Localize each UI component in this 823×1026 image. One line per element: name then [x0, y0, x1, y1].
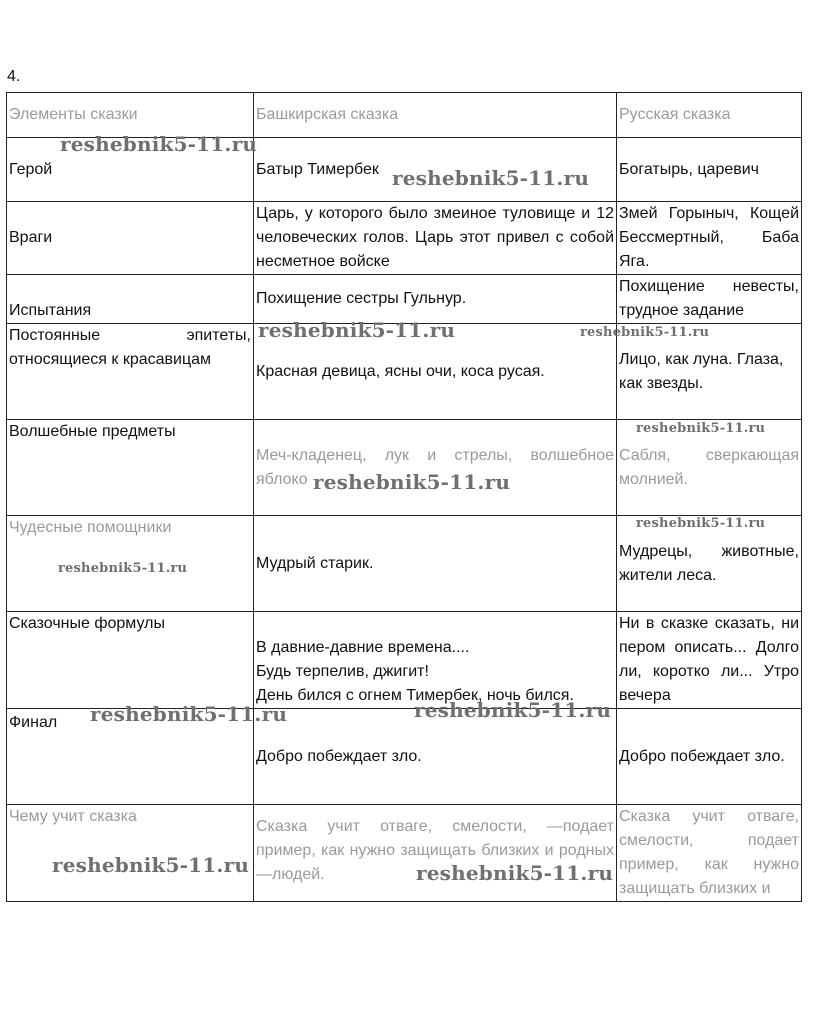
- cell-bashkir: Царь, у которого было змеиное туловище и 12 человеческих голов. Царь этот привел с собой несметное войске: [254, 202, 617, 275]
- table-header-row: [7, 93, 802, 138]
- cell-russian: Сабля, сверкающая молнией.: [617, 420, 802, 516]
- table-row-enemies: [7, 202, 802, 275]
- cell-bashkir: Меч-кладенец, лук и стрелы, волшебное яблоко: [254, 420, 617, 516]
- table-row-trials: [7, 275, 802, 324]
- watermark: reshebnik5-11.ru: [416, 861, 614, 885]
- cell-bashkir: Похищение сестры Гульнур.: [254, 275, 617, 324]
- cell-russian: Богатырь, царевич: [617, 138, 802, 202]
- watermark: reshebnik5-11.ru: [60, 132, 258, 156]
- watermark: reshebnik5-11.ru: [258, 318, 456, 342]
- formula-line: День бился с огнем Тимербек, ночь бился.: [256, 687, 574, 704]
- watermark: reshebnik5-11.ru: [90, 702, 288, 726]
- cell-russian: Ни в сказке сказать, ни пером описать... Долго ли, коротко ли... Утро вечера: [617, 612, 802, 709]
- watermark: reshebnik5-11.ru: [636, 421, 766, 436]
- cell-element: Чудесные помощники: [7, 516, 254, 612]
- cell-element: Финал: [7, 709, 254, 805]
- cell-bashkir-formulas: [254, 612, 617, 709]
- cell-russian: Добро побеждает зло.: [617, 709, 802, 805]
- cell-bashkir: Красная девица, ясны очи, коса русая.: [254, 324, 617, 420]
- cell-russian: Похищение невесты, трудное задание: [617, 275, 802, 324]
- watermark: reshebnik5-11.ru: [58, 561, 188, 576]
- table-row-formulas: [7, 612, 802, 709]
- fairy-tale-comparison-table: [6, 92, 802, 902]
- header-elements: Элементы сказки: [7, 93, 254, 138]
- header-russian: Русская сказка: [617, 93, 802, 138]
- watermark: reshebnik5-11.ru: [636, 516, 766, 531]
- watermark: reshebnik5-11.ru: [414, 698, 612, 722]
- watermark: reshebnik5-11.ru: [313, 470, 511, 494]
- watermark: reshebnik5-11.ru: [580, 325, 710, 340]
- task-number: 4.: [7, 68, 21, 85]
- cell-russian: Змей Горыныч, Кощей Бессмертный, Баба Яга.: [617, 202, 802, 275]
- cell-element: Герой: [7, 138, 254, 202]
- cell-russian: Лицо, как луна. Глаза, как звезды.: [617, 324, 802, 420]
- cell-russian: Мудрецы, животные, жители леса.: [617, 516, 802, 612]
- cell-bashkir: Батыр Тимербек: [254, 138, 617, 202]
- cell-bashkir: Мудрый старик.: [254, 516, 617, 612]
- cell-bashkir: Добро побеждает зло.: [254, 709, 617, 805]
- header-bashkir: Башкирская сказка: [254, 93, 617, 138]
- cell-russian: Сказка учит отваге, смелости, подает пример, как нужно защищать близких и: [617, 805, 802, 902]
- watermark: reshebnik5-11.ru: [52, 853, 250, 877]
- cell-element: Волшебные предметы: [7, 420, 254, 516]
- formula-line: Будь терпелив, джигит!: [256, 663, 429, 680]
- formula-line: В давние-давние времена....: [256, 639, 470, 656]
- cell-element: Постоянные эпитеты, относящиеся к красавицам: [7, 324, 254, 420]
- cell-element: Враги: [7, 202, 254, 275]
- cell-element: Сказочные формулы: [7, 612, 254, 709]
- watermark: reshebnik5-11.ru: [392, 166, 590, 190]
- cell-bashkir: Сказка учит отваге, смелости, —подает пример, как нужно защищать близких и родных —людей.: [254, 805, 617, 902]
- cell-element: Чему учит сказка: [7, 805, 254, 902]
- cell-element: Испытания: [7, 275, 254, 324]
